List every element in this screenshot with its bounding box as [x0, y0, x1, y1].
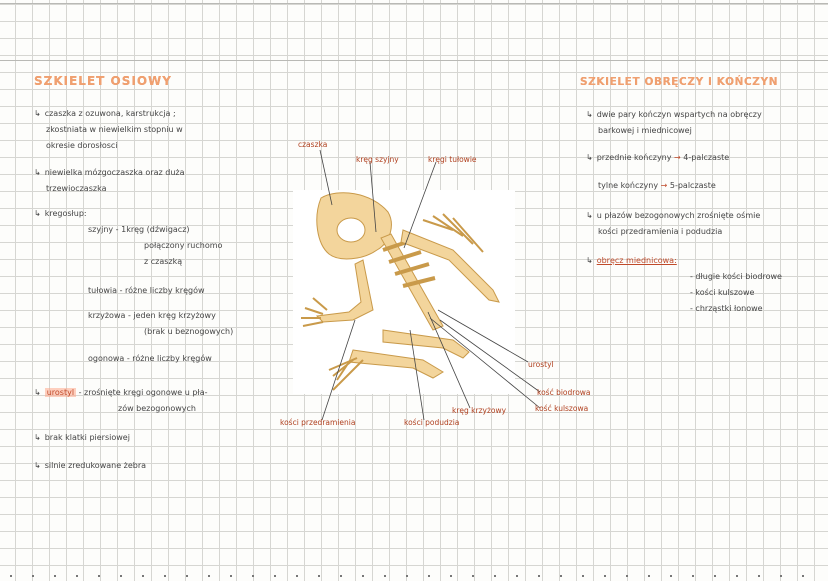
note-pary-konczyn: ↳ dwie pary kończyn wspartych na obręczy barkowej i miednicowej: [586, 110, 762, 135]
label-kosc-biodrowa: kość biodrowa: [537, 388, 591, 397]
arrow-icon: ↳: [586, 153, 593, 162]
spine-tulowia: tułowia - różne liczby kręgów: [88, 286, 205, 295]
arrow-right-icon: →: [660, 181, 668, 190]
label-urostyl: urostyl: [528, 360, 554, 369]
note-kregoslup: ↳ kregosłup:: [34, 209, 87, 218]
frog-skeleton-image: [293, 190, 515, 394]
label-kreg-krzyzowy: kręg krzyżowy: [452, 406, 507, 415]
note-zebra: ↳ silnie zredukowane żebra: [34, 461, 147, 470]
arrow-icon: ↳: [586, 256, 593, 265]
arrow-icon: ↳: [34, 461, 41, 470]
bottom-dashes: [10, 575, 818, 577]
arrow-icon: ↳: [34, 168, 41, 177]
note-przednie: ↳ przednie kończyny → 4-palczaste: [586, 153, 730, 162]
frog-skeleton-diagram: [293, 190, 515, 394]
arrow-icon: ↳: [586, 110, 593, 119]
obrecz-list: - długie kości biodrowe - kości kulszowe - chrząstki łonowe: [690, 272, 782, 313]
label-kosc-kulszowa: kość kulszowa: [535, 404, 589, 413]
arrow-icon: ↳: [34, 388, 41, 397]
note-obrecz: ↳ obręcz miednicowa:: [586, 256, 677, 265]
arrow-icon: ↳: [34, 209, 41, 218]
arrow-icon: ↳: [34, 109, 41, 118]
spine-krzyzowa: krzyżowa - jeden kręg krzyżowy (brak u beznogowych): [88, 311, 234, 336]
page-rule: [0, 60, 828, 61]
arrow-right-icon: →: [674, 153, 681, 162]
label-kregi-tulowie: kręgi tułowie: [428, 155, 477, 164]
note-mozgoczaszka: ↳ niewielka mózgoczaszka oraz duża trzewioczaszka: [34, 168, 185, 193]
hind-leg-top: [383, 330, 469, 358]
front-leg-left: [317, 260, 373, 322]
note-tylne: tylne kończyny → 5-palczaste: [598, 181, 716, 190]
hind-leg-bottom: [349, 350, 443, 378]
arrow-icon: ↳: [586, 211, 593, 220]
note-klatka: ↳ brak klatki piersiowej: [34, 433, 130, 442]
note-czaszka: ↳ czaszka z ozuwona, karstrukcja ; zkostniata w niewielkim stopniu w okresie dorosłosci: [34, 109, 183, 150]
spine-szyjny: szyjny - 1kręg (dźwigacz) połączony ruchomo z czaszką: [88, 225, 223, 266]
arrow-icon: ↳: [34, 433, 41, 442]
right-title: SZKIELET OBRĘCZY I KOŃCZYN: [580, 76, 779, 88]
left-title: SZKIELET OSIOWY: [34, 74, 172, 88]
label-kreg-szyjny: kręg szyjny: [356, 155, 399, 164]
label-kosci-przedramienia: kości przedramienia: [280, 418, 356, 427]
page-top-edge: [0, 3, 828, 4]
note-urostyl: ↳ urostyl - zrośnięte kręgi ogonowe u pła- zów bezogonowych: [34, 388, 208, 413]
eye-socket: [337, 218, 365, 242]
label-czaszka: czaszka: [298, 140, 328, 149]
note-zrosniete: ↳ u płazów bezogonowych zrośnięte ośmie kości przedramienia i podudzia: [586, 211, 761, 236]
spine-ogonowa: ogonowa - różne liczby kręgów: [88, 354, 212, 363]
label-kosci-podudzia: kości podudzia: [404, 418, 460, 427]
